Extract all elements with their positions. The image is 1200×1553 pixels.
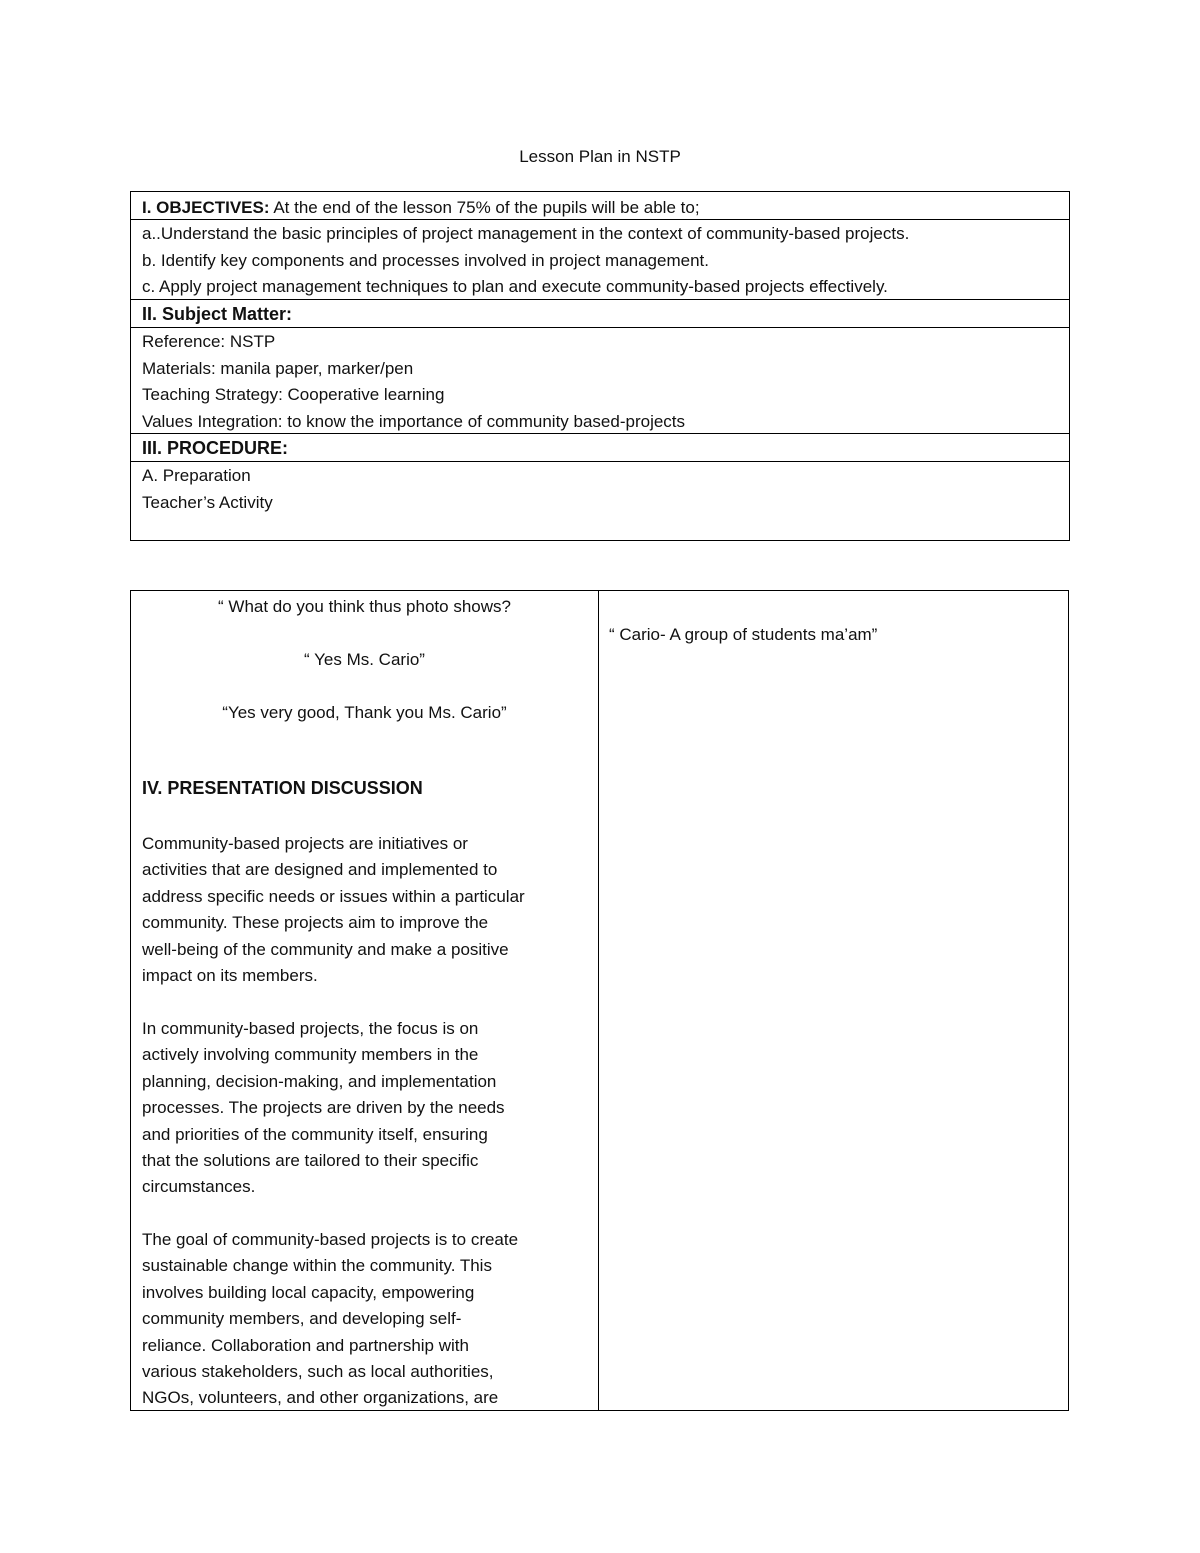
procedure-heading: III. PROCEDURE: (142, 438, 289, 458)
discussion-paragraph: The goal of community-based projects is to create sustainable change within the community. This involves building local capacity, empowering community members, and developing self- reliance. Collaboration and partnership with various stakeholders, such as local authorities, NGOs, volunteers, and other organizations, are (142, 1230, 519, 1408)
discussion-paragraph: Community-based projects are initiatives or activities that are designed and implemented to address specific needs or issues within a particular community. These projects aim to improve the well-being of the community and make a positive impact on its members. (142, 834, 525, 986)
presentation-heading: IV. PRESENTATION DISCUSSION (142, 778, 423, 798)
objectives-header-row (131, 192, 1069, 220)
discussion-paragraph: In community-based projects, the focus is on actively involving community members in the planning, decision-making, and implementation processes. The projects are driven by the needs and priorities of the community itself, ensuring that the solutions are tailored to their specific circumstances. (142, 1019, 505, 1197)
teacher-line: “ Yes Ms. Cario” (304, 650, 425, 669)
lesson-plan-table (130, 191, 1070, 541)
objectives-items-row (131, 220, 1069, 300)
objectives-heading: I. OBJECTIVES: (142, 198, 270, 217)
subject-matter-item: Reference: NSTP (142, 332, 276, 351)
objective-item: c. Apply project management techniques to plan and execute community-based projects effectively. (142, 277, 888, 297)
subject-matter-item: Teaching Strategy: Cooperative learning (142, 385, 445, 405)
procedure-items-row (131, 462, 1069, 540)
activity-table (130, 590, 1069, 1411)
document-title: Lesson Plan in NSTP (519, 147, 681, 166)
student-response: “ Cario- A group of students ma’am” (609, 625, 878, 644)
teacher-line: “ What do you think thus photo shows? (218, 597, 511, 616)
procedure-item: A. Preparation (142, 466, 251, 485)
procedure-header-row (131, 434, 1069, 462)
subject-matter-item: Materials: manila paper, marker/pen (142, 358, 414, 378)
objective-item: b. Identify key components and processes involved in project management. (142, 250, 709, 270)
subject-matter-heading: II. Subject Matter: (142, 304, 293, 324)
objectives-intro: At the end of the lesson 75% of the pupils will be able to; (269, 198, 700, 217)
student-activity-column (599, 591, 1068, 1410)
subject-matter-items-row (131, 328, 1069, 434)
teacher-line: “Yes very good, Thank you Ms. Cario” (222, 703, 507, 722)
objective-item: a..Understand the basic principles of project management in the context of community-based projects. (142, 224, 910, 243)
subject-matter-header-row (131, 300, 1069, 328)
subject-matter-item: Values Integration: to know the importance of community based-projects (142, 411, 686, 431)
procedure-item: Teacher’s Activity (142, 492, 273, 512)
teacher-activity-column (131, 591, 599, 1410)
